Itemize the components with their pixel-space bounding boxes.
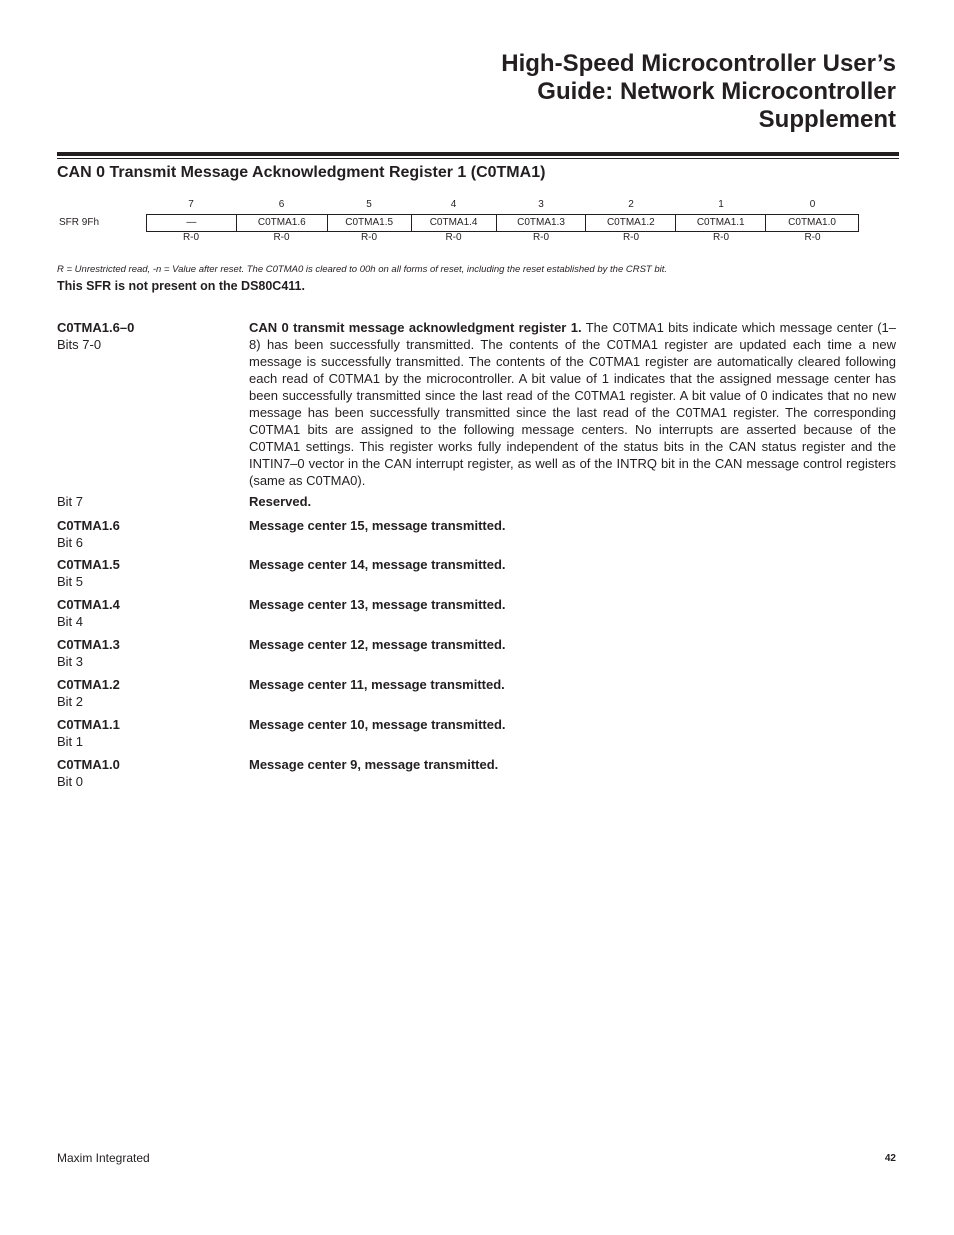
bit-number: 1 [718,199,724,210]
definition-heading: Message center 13, message transmitted. [249,597,506,612]
access-value: R-0 [360,232,378,243]
definition-bits: Bit 2 [57,694,84,709]
bit-number: 2 [628,199,634,210]
definition-name: C0TMA1.4 [57,597,120,612]
bit-cell: C0TMA1.6 [237,215,328,231]
bit-name-row [57,214,899,231]
footer-company: Maxim Integrated [57,1151,150,1165]
bit-number: 4 [450,199,457,210]
access-value: R-0 [273,232,290,243]
title-line-3: Supplement [758,106,896,133]
bit-number: 6 [278,199,285,210]
definition-name-block [57,756,242,790]
bit-cell: C0TMA1.2 [586,215,676,231]
register-table [57,197,899,248]
section-title: CAN 0 Transmit Message Acknowledgment Register 1 (C0TMA1) [57,164,546,181]
bit-number: 0 [809,199,816,210]
register-footnote: R = Unrestricted read, -n = Value after reset. The C0TMA0 is cleared to 00h on all forms of reset, including the reset established by the CRST bit. [57,264,668,275]
definition-heading: Message center 10, message transmitted. [249,717,506,732]
definition-heading: Reserved. [249,494,312,509]
definition-name-block [57,676,242,710]
bit-numbers [146,199,859,210]
access-value: R-0 [804,232,821,243]
register-note: This SFR is not present on the DS80C411. [57,279,305,293]
definition-description [249,493,896,510]
bit-number-row [57,197,899,214]
definition-heading: CAN 0 transmit message acknowledgment register 1. [249,320,582,335]
access-value: R-0 [712,232,730,243]
definition-name: C0TMA1.0 [57,757,120,772]
definition-name: C0TMA1.2 [57,677,120,692]
access-value: R-0 [622,232,640,243]
bit-number: 5 [366,199,372,210]
definition-bits: Bit 4 [57,614,84,629]
definition-name-block [57,556,242,590]
access-value: R-0 [532,232,550,243]
definition-bits: Bits 7-0 [57,337,102,352]
definition-bits: Bit 1 [57,734,84,749]
definition-description [249,676,896,693]
definition-bits: Bit 3 [57,654,84,669]
document-title [296,50,896,134]
bit-number: 3 [538,199,544,210]
definition-name-block [57,636,242,670]
access-value: R-0 [445,232,462,243]
bit-cell: — [147,215,237,231]
footer-page-number: 42 [884,1153,896,1164]
bit-cells [146,214,859,232]
definition-name: C0TMA1.1 [57,717,120,732]
definition-bits: Bit 5 [57,574,84,589]
definition-heading: Message center 14, message transmitted. [249,557,506,572]
definition-name-block [57,517,242,551]
header-rule-thin [57,158,899,159]
definition-name-block [57,596,242,630]
bit-cell: C0TMA1.4 [412,215,497,231]
bit-cell: C0TMA1.1 [676,215,766,231]
access-row [57,231,899,248]
definition-name-block [57,319,242,353]
definition-description [249,636,896,653]
definition-name: C0TMA1.3 [57,637,120,652]
definition-heading: Message center 12, message transmitted. [249,637,506,652]
header-rule-thick [57,152,899,156]
sfr-address-label: SFR 9Fh [59,217,100,228]
definition-description [249,756,896,773]
definition-description [249,596,896,613]
definition-name: C0TMA1.6–0 [57,320,135,335]
definition-name: C0TMA1.6 [57,518,120,533]
bit-cell: C0TMA1.0 [788,217,836,228]
title-line-1: High-Speed Microcontroller User’s [501,50,896,77]
definition-description [249,319,896,489]
definition-description [249,517,896,534]
definition-name-block [57,493,242,510]
bit-number: 7 [188,199,194,210]
title-line-2: Guide: Network Microcontroller [537,78,896,105]
definition-name: C0TMA1.5 [57,557,120,572]
bit-cell: C0TMA1.5 [328,215,412,231]
definition-description [249,556,896,573]
bit-cell: C0TMA1.3 [497,215,587,231]
definition-bits: Bit 7 [57,494,84,509]
definition-name-block [57,716,242,750]
definition-bits: Bit 6 [57,535,84,550]
definition-heading: Message center 15, message transmitted. [249,518,506,533]
definition-text: The C0TMA1 bits indicate which message center (1–8) has been successfully transmitted. The contents of the C0TMA1 register are updated each time a new message is successfully transmitted. The contents of the C0TMA1 register are automatically cleared following each read of C0TMA1 by the microcontroller. A bit value of 1 indicates that the assigned message center has been successfully transmitted since the last read of the C0TMA1 register. A bit value of 0 indicates that no new message has been successfully transmitted since the last read of the C0TMA1 register. The corresponding C0TMA1 bits are assigned to the following message centers. No interrupts are asserted because of the C0TMA1 settings. This register works fully independent of the status bits in the CAN status register and the INTIN7–0 vector in the CAN interrupt register, as well as of the INTRQ bit in the CAN message control registers (same as C0TMA0). [249,320,896,488]
definition-heading: Message center 11, message transmitted. [249,677,505,692]
definition-bits: Bit 0 [57,774,84,789]
access-values [146,232,859,243]
definition-heading: Message center 9, message transmitted. [249,757,499,772]
access-value: R-0 [182,232,200,243]
definition-description [249,716,896,733]
